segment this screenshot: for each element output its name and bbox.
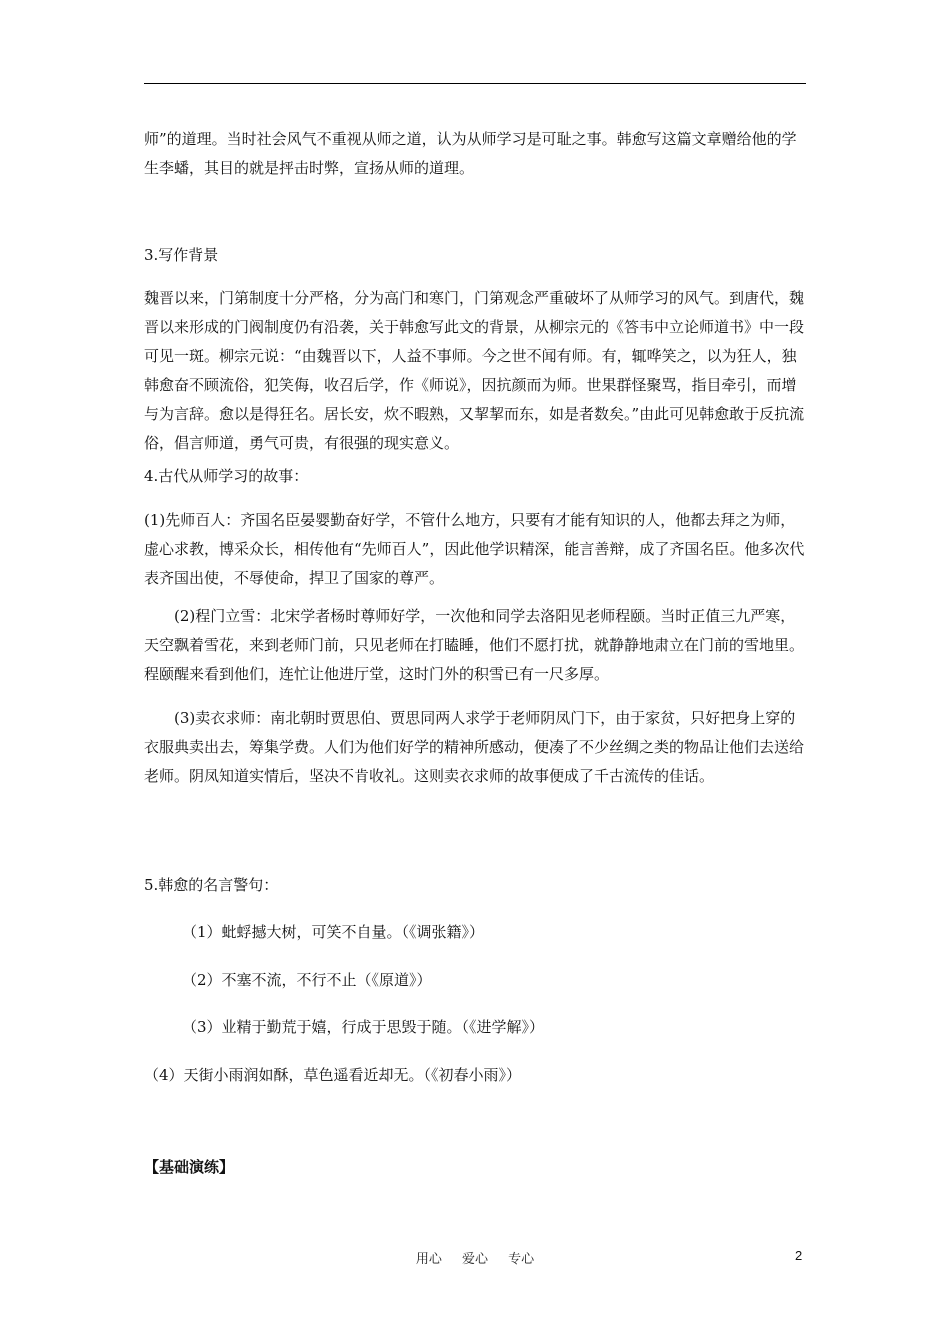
section-3-heading: 3.写作背景 [144, 246, 219, 264]
intro-paragraph: 师”的道理。当时社会风气不重视从师之道，认为从师学习是可耻之事。韩愈写这篇文章赠给他的学生李蟠，其目的就是抨击时弊，宣扬从师的道理。 [144, 130, 797, 177]
footer-word-2: 爱心 [461, 1252, 488, 1267]
footer-word-3: 专心 [508, 1252, 535, 1267]
quote-2: （2）不塞不流，不行不止（《原道》） [182, 971, 432, 989]
section-3-paragraph: 魏晋以来，门第制度十分严格，分为高门和寒门，门第观念严重破坏了从师学习的风气。到唐代，魏晋以来形成的门阀制度仍有沿袭，关于韩愈写此文的背景，从柳宗元的《答韦中立论师道书》中一段可见一斑。柳宗元说：“由魏晋以下，人益不事师。今之世不闻有师。有，辄哗笑之，以为狂人，独韩愈奋不顾流俗，犯笑侮，收召后学，作《师说》，因抗颜而为师。世果群怪聚骂，指目牵引，而增与为言辞。愈以是得狂名。居长安，炊不暇熟，又挈挈而东，如是者数矣。”由此可见韩愈敢于反抗流俗，倡言师道，勇气可贵，有很强的现实意义。 [144, 289, 805, 452]
section-5-heading: 5.韩愈的名言警句： [144, 876, 279, 894]
quote-4: （4）天街小雨润如酥，草色遥看近却无。（《初春小雨》） [144, 1066, 522, 1084]
page-footer [0, 1248, 950, 1267]
story-3-paragraph: (3)卖衣求师：南北朝时贾思伯、贾思同两人求学于老师阴凤门下，由于家贫，只好把身上穿的衣服典卖出去，筹集学费。人们为他们好学的精神所感动，便凑了不少丝绸之类的物品让他们去送给老师。阴凤知道实情后，坚决不肯收礼。这则卖衣求师的故事便成了千古流传的佳话。 [144, 709, 805, 785]
section-4-heading: 4.古代从师学习的故事： [144, 467, 309, 485]
page-number: 2 [795, 1248, 803, 1263]
practice-heading: 【基础演练】 [144, 1158, 235, 1176]
quote-3: （3）业精于勤荒于嬉，行成于思毁于随。（《进学解》） [182, 1018, 545, 1036]
story-1-paragraph: (1)先师百人：齐国名臣晏婴勤奋好学，不管什么地方，只要有才能有知识的人，他都去拜之为师，虚心求教，博采众长，相传他有“先师百人”，因此他学识精深，能言善辩，成了齐国名臣。他多次代表齐国出使，不辱使命，捍卫了国家的尊严。 [144, 511, 805, 587]
footer-word-1: 用心 [415, 1252, 442, 1267]
quote-1: （1）蚍蜉撼大树，可笑不自量。（《调张籍》） [182, 923, 485, 941]
header-rule [144, 83, 806, 84]
story-2-paragraph: (2)程门立雪：北宋学者杨时尊师好学，一次他和同学去洛阳见老师程颐。当时正值三九严寒，天空飘着雪花，来到老师门前，只见老师在打瞌睡，他们不愿打扰，就静静地肃立在门前的雪地里。程颐醒来看到他们，连忙让他进厅堂，这时门外的积雪已有一尺多厚。 [144, 607, 805, 683]
